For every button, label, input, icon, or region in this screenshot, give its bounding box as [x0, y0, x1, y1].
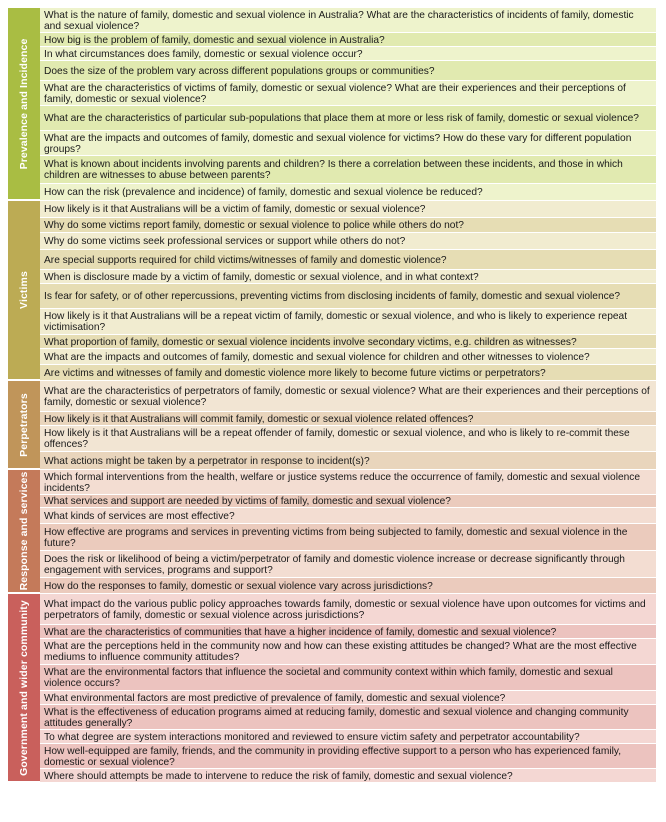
question-text: What are the characteristics of victims of family, domestic or sexual violence? What are their experiences and their perceptions of family, domestic or sexual violence? — [44, 82, 626, 105]
question-text: How likely is it that Australians will commit family, domestic or sexual violence related offences? — [44, 413, 474, 425]
question-row — [40, 470, 656, 495]
question-text: How likely is it that Australians will be a victim of family, domestic or sexual violence? — [44, 204, 426, 215]
section-government-and-wider-community — [8, 594, 656, 783]
question-row — [40, 335, 656, 349]
question-text: How well-equipped are family, friends, and the community in providing effective support to a person who has experienced family, domestic or sexual violence? — [44, 745, 622, 768]
question-text: What is the nature of family, domestic and sexual violence in Australia? What are the characteristics of incidents of family, domestic and sexual violence? — [44, 9, 634, 32]
question-text: How likely is it that Australians will be a repeat victim of family, domestic or sexual violence, and who is likely to experience repeat victimisation? — [44, 311, 628, 333]
question-text: What environmental factors are most predictive of prevalence of family, domestic and sexual violence? — [44, 692, 506, 704]
section-band — [8, 201, 40, 381]
question-row — [40, 309, 656, 335]
question-text: Are special supports required for child victims/witnesses of family and domestic violence? — [44, 254, 447, 266]
question-row — [40, 284, 656, 309]
question-text: Where should attempts be made to intervene to reduce the risk of family, domestic and sexual violence? — [44, 770, 513, 782]
question-row — [40, 705, 656, 730]
question-text: How big is the problem of family, domestic and sexual violence in Australia? — [44, 34, 385, 46]
section-title: Perpetrators — [18, 392, 30, 457]
question-text: To what degree are system interactions monitored and reviewed to ensure victim safety and perpetrator accountability? — [44, 731, 580, 743]
question-row — [40, 233, 656, 250]
question-row — [40, 381, 656, 412]
section-victims — [8, 201, 656, 381]
question-row — [40, 250, 656, 270]
section-band — [8, 594, 40, 783]
question-text: How likely is it that Australians will be a repeat offender of family, domestic or sexual violence, and who is likely to re-commit these offences? — [44, 428, 630, 450]
section-title: Government and wider community — [18, 599, 30, 776]
question-row — [40, 201, 656, 218]
question-row — [40, 426, 656, 452]
question-row — [40, 412, 656, 426]
question-row — [40, 730, 656, 744]
question-row — [40, 578, 656, 594]
question-row — [40, 61, 656, 81]
question-row — [40, 452, 656, 470]
question-list — [40, 201, 656, 381]
question-text: What services and support are needed by victims of family, domestic and sexual violence? — [44, 496, 451, 507]
question-text: Does the size of the problem vary across different populations groups or communities? — [44, 65, 435, 77]
question-row — [40, 551, 656, 578]
question-row — [40, 495, 656, 508]
question-row — [40, 349, 656, 365]
question-row — [40, 665, 656, 691]
section-response-and-services — [8, 470, 656, 594]
question-row — [40, 131, 656, 156]
question-text: What are the perceptions held in the community now and how can these existing attitudes be changed? What are the most effective mediums to influence community attitudes? — [44, 641, 637, 663]
research-questions-table — [8, 8, 656, 783]
question-text: What are the impacts and outcomes of family, domestic and sexual violence for children and other witnesses to violence? — [44, 351, 590, 363]
question-row — [40, 8, 656, 33]
question-text: How effective are programs and services in preventing victims from being subjected to family, domestic and sexual violence in the future? — [44, 526, 628, 549]
section-title: Victims — [18, 271, 30, 309]
question-text: What proportion of family, domestic or sexual violence incidents involve secondary victims, e.g. children as witnesses? — [44, 336, 577, 348]
section-perpetrators — [8, 381, 656, 470]
question-text: Why do some victims report family, domestic or sexual violence to police while others do not? — [44, 220, 464, 231]
question-text: In what circumstances does family, domestic or sexual violence occur? — [44, 48, 363, 60]
question-list — [40, 8, 656, 201]
question-row — [40, 769, 656, 783]
question-text: Are victims and witnesses of family and domestic violence more likely to become future victims or perpetrators? — [44, 367, 546, 379]
section-band — [8, 8, 40, 201]
question-list — [40, 470, 656, 594]
question-list — [40, 381, 656, 470]
question-text: How can the risk (prevalence and incidence) of family, domestic and sexual violence be reduced? — [44, 187, 483, 198]
question-text: Which formal interventions from the health, welfare or justice systems reduce the occurrence of family, domestic and sexual violence incidents? — [44, 471, 641, 494]
question-list — [40, 594, 656, 783]
question-text: Why do some victims seek professional services or support while others do not? — [44, 236, 406, 247]
section-band — [8, 381, 40, 470]
question-row — [40, 47, 656, 61]
question-text: Does the risk or likelihood of being a victim/perpetrator of family and domestic violence increase or decrease significantly through engagement with services, programs and support? — [44, 553, 625, 576]
question-text: Is fear for safety, or of other repercussions, preventing victims from disclosing incidents of family, domestic and sexual violence? — [44, 291, 621, 302]
question-row — [40, 106, 656, 131]
question-text: What are the characteristics of perpetrators of family, domestic or sexual violence? What are their experiences and their perceptions of family, domestic or sexual violence? — [44, 385, 650, 408]
question-row — [40, 184, 656, 201]
section-title: Response and services — [18, 471, 30, 591]
question-text: What are the impacts and outcomes of family, domestic and sexual violence for victims? How do these vary for different population groups? — [44, 132, 632, 155]
question-row — [40, 744, 656, 769]
question-text: When is disclosure made by a victim of family, domestic or sexual violence, and in what context? — [44, 271, 479, 283]
question-row — [40, 691, 656, 705]
question-text: What actions might be taken by a perpetrator in response to incident(s)? — [44, 455, 370, 467]
question-row — [40, 81, 656, 106]
question-row — [40, 625, 656, 639]
question-text: What impact do the various public policy approaches towards family, domestic or sexual violence have upon outcomes for victims and perpetrators of family, domestic or sexual violence across jurisdictions? — [44, 598, 646, 621]
question-text: What are the characteristics of particular sub-populations that place them at more or less risk of family, domestic or sexual violence? — [44, 113, 639, 124]
question-text: What are the environmental factors that influence the societal and community context within which family, domestic and sexual violence occurs? — [44, 667, 613, 689]
question-row — [40, 594, 656, 625]
question-row — [40, 524, 656, 551]
question-text: What is known about incidents involving parents and children? Is there a correlation between these incidents, and those in which children are witnesses to abuse between parents? — [44, 159, 623, 181]
question-row — [40, 365, 656, 381]
section-prevalence-and-incidence — [8, 8, 656, 201]
question-text: What is the effectiveness of education programs aimed at reducing family, domestic and sexual violence and changing community attitudes generally? — [44, 706, 629, 729]
question-row — [40, 33, 656, 47]
question-row — [40, 639, 656, 665]
question-row — [40, 218, 656, 233]
section-title: Prevalence and Incidence — [18, 38, 30, 169]
question-row — [40, 508, 656, 524]
section-band — [8, 470, 40, 594]
question-text: What are the characteristics of communities that have a higher incidence of family, domestic and sexual violence? — [44, 626, 557, 638]
question-text: What kinds of services are most effective? — [44, 510, 235, 522]
question-text: How do the responses to family, domestic or sexual violence vary across jurisdictions? — [44, 580, 433, 592]
question-row — [40, 156, 656, 184]
question-row — [40, 270, 656, 284]
